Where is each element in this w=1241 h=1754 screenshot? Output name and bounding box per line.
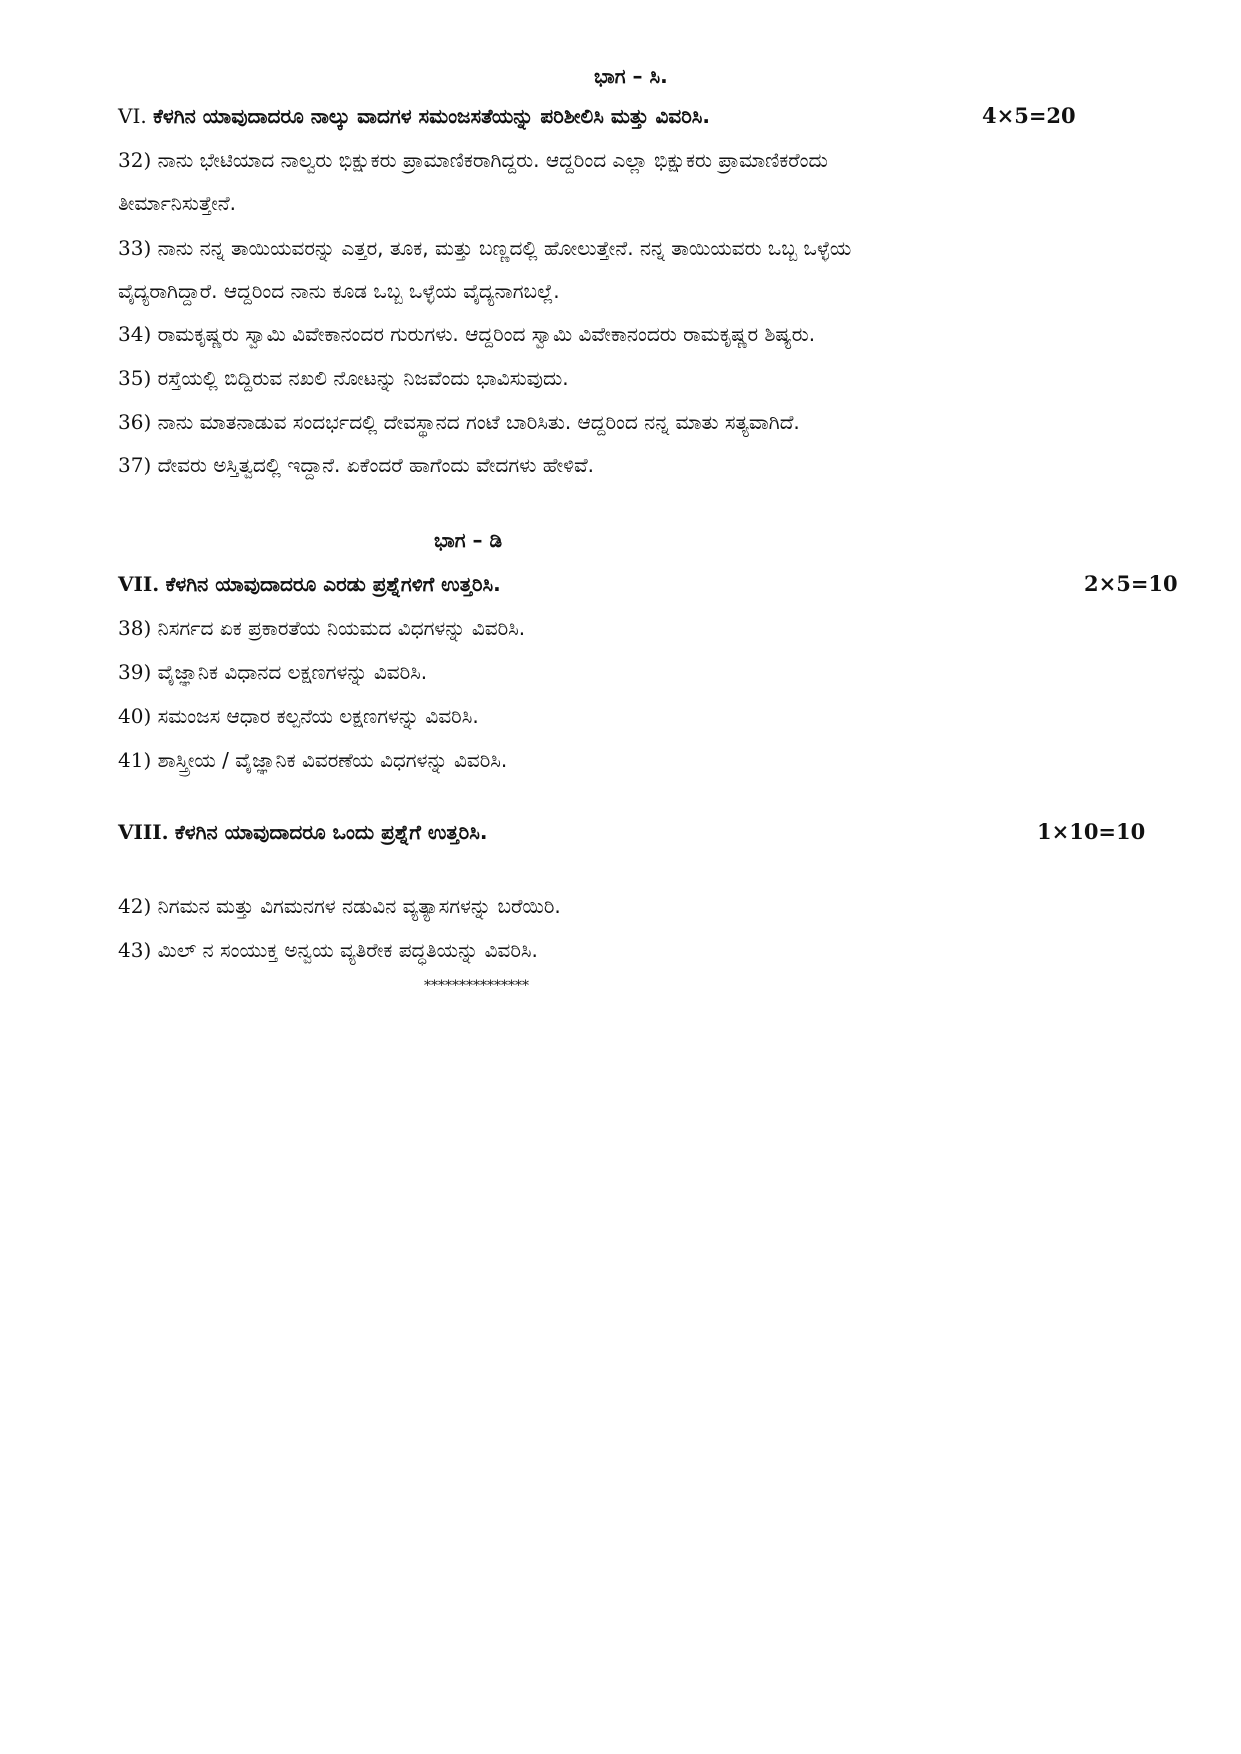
question-36	[118, 408, 800, 436]
question-number: 35)	[118, 366, 152, 390]
question-number: 41)	[118, 748, 152, 772]
question-number: 33)	[118, 236, 152, 260]
question-text: ನಿಸರ್ಗದ ಏಕ ಪ್ರಕಾರತೆಯ ನಿಯಮದ ವಿಧಗಳನ್ನು ವಿವರಿಸಿ.	[157, 616, 526, 640]
question-37	[118, 451, 594, 479]
question-text: ನಾನು ಮಾತನಾಡುವ ಸಂದರ್ಭದಲ್ಲಿ ದೇವಸ್ಥಾನದ ಗಂಟೆ ಬಾರಿಸಿತು. ಆದ್ದರಿಂದ ನನ್ನ ಮಾತು ಸತ್ಯವಾಗಿದೆ.	[157, 410, 800, 434]
question-33-continuation: ವೈದ್ಯರಾಗಿದ್ದಾರೆ. ಆದ್ದರಿಂದ ನಾನು ಕೂಡ ಒಬ್ಬ ಒಳ್ಳೆಯ ವೈದ್ಯನಾಗಬಲ್ಲೆ.	[118, 279, 560, 303]
instruction-vii-text: ಕೆಳಗಿನ ಯಾವುದಾದರೂ ಎರಡು ಪ್ರಶ್ನೆಗಳಿಗೆ ಉತ್ತರಿಸಿ.	[165, 572, 501, 596]
question-number: 34)	[118, 322, 152, 346]
question-number: 32)	[118, 148, 152, 172]
question-40	[118, 702, 479, 730]
question-text: ಸಮಂಜಸ ಆಧಾರ ಕಲ್ಪನೆಯ ಲಕ್ಷಣಗಳನ್ನು ವಿವರಿಸಿ.	[157, 704, 479, 728]
question-32-continuation: ತೀರ್ಮಾನಿಸುತ್ತೇನೆ.	[118, 191, 237, 215]
question-number: 43)	[118, 938, 152, 962]
instruction-vi	[118, 102, 710, 130]
question-number: 36)	[118, 410, 152, 434]
question-text: ಶಾಸ್ತ್ರೀಯ / ವೈಜ್ಞಾನಿಕ ವಿವರಣೆಯ ವಿಧಗಳನ್ನು ವಿವರಿಸಿ.	[157, 748, 508, 772]
question-number: 38)	[118, 616, 152, 640]
question-41	[118, 746, 507, 774]
question-text: ರಸ್ತೆಯಲ್ಲಿ ಬಿದ್ದಿರುವ ನಖಲಿ ನೋಟನ್ನು ನಿಜವೆಂದು ಭಾವಿಸುವುದು.	[157, 366, 569, 390]
instruction-vii-number: VII.	[118, 572, 160, 596]
question-42	[118, 892, 561, 920]
question-number: 37)	[118, 453, 152, 477]
question-number: 39)	[118, 660, 152, 684]
instruction-vi-marks: 4×5=20	[982, 103, 1076, 128]
question-text: ನಾನು ನನ್ನ ತಾಯಿಯವರನ್ನು ಎತ್ತರ, ತೂಕ, ಮತ್ತು ಬಣ್ಣದಲ್ಲಿ ಹೋಲುತ್ತೇನೆ. ನನ್ನ ತಾಯಿಯವರು ಒಬ್ಬ ಒಳ್ಳೆಯ	[157, 236, 852, 260]
instruction-viii-marks: 1×10=10	[1037, 819, 1146, 844]
instruction-vii-marks: 2×5=10	[1084, 571, 1178, 596]
instruction-viii-text: ಕೆಳಗಿನ ಯಾವುದಾದರೂ ಒಂದು ಪ್ರಶ್ನೆಗೆ ಉತ್ತರಿಸಿ.	[174, 820, 488, 844]
instruction-vi-text: ಕೆಳಗಿನ ಯಾವುದಾದರೂ ನಾಲ್ಕು ವಾದಗಳ ಸಮಂಜಸತೆಯನ್ನು ಪರಿಶೀಲಿಸಿ ಮತ್ತು ವಿವರಿಸಿ.	[153, 104, 711, 128]
question-text: ವೈಜ್ಞಾನಿಕ ವಿಧಾನದ ಲಕ್ಷಣಗಳನ್ನು ವಿವರಿಸಿ.	[157, 660, 428, 684]
instruction-viii	[118, 818, 487, 846]
instruction-vi-number: VI.	[118, 104, 147, 128]
question-38	[118, 614, 525, 642]
instruction-viii-number: VIII.	[118, 820, 169, 844]
end-of-paper-stars: ***************	[424, 978, 529, 994]
question-text: ಮಿಲ್ ನ ಸಂಯುಕ್ತ ಅನ್ವಯ ವ್ಯತಿರೇಕ ಪದ್ಧತಿಯನ್ನು ವಿವರಿಸಿ.	[157, 938, 538, 962]
question-text: ರಾಮಕೃಷ್ಣರು ಸ್ವಾಮಿ ವಿವೇಕಾನಂದರ ಗುರುಗಳು. ಆದ್ದರಿಂದ ಸ್ವಾಮಿ ವಿವೇಕಾನಂದರು ರಾಮಕೃಷ್ಣರ ಶಿಷ್ಯರು.	[157, 322, 816, 346]
question-34	[118, 320, 815, 348]
question-33	[118, 234, 851, 262]
question-43	[118, 936, 538, 964]
question-32	[118, 146, 828, 174]
section-d-title: ಭಾಗ – ಡಿ	[434, 528, 503, 552]
instruction-vii	[118, 570, 501, 598]
question-35	[118, 364, 569, 392]
question-number: 42)	[118, 894, 152, 918]
question-number: 40)	[118, 704, 152, 728]
question-text: ದೇವರು ಅಸ್ತಿತ್ವದಲ್ಲಿ ಇದ್ದಾನೆ. ಏಕೆಂದರೆ ಹಾಗೆಂದು ವೇದಗಳು ಹೇಳಿವೆ.	[157, 453, 595, 477]
question-text: ನಿಗಮನ ಮತ್ತು ವಿಗಮನಗಳ ನಡುವಿನ ವ್ಯತ್ಯಾಸಗಳನ್ನು ಬರೆಯಿರಿ.	[157, 894, 561, 918]
question-39	[118, 658, 427, 686]
section-c-title: ಭಾಗ – ಸಿ.	[594, 64, 668, 88]
question-text: ನಾನು ಭೇಟಿಯಾದ ನಾಲ್ವರು ಭಿಕ್ಷುಕರು ಪ್ರಾಮಾಣಿಕರಾಗಿದ್ದರು. ಆದ್ದರಿಂದ ಎಲ್ಲಾ ಭಿಕ್ಷುಕರು ಪ್ರಾಮಾಣಿಕರೆಂದು	[157, 148, 828, 172]
